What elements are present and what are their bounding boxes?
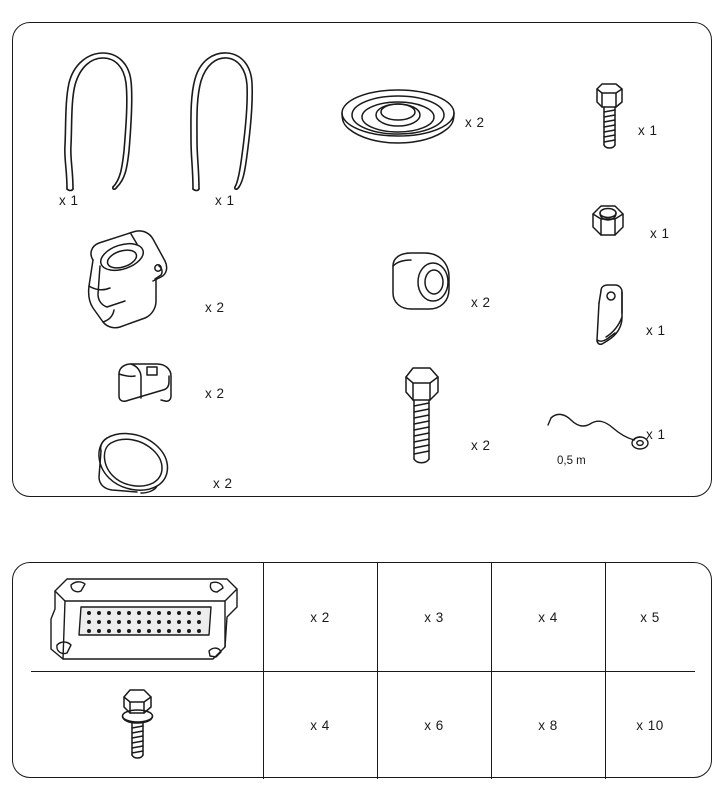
table-cell: x 2	[310, 609, 330, 625]
gasket-loop-icon	[85, 428, 185, 498]
qty-label: x 2	[465, 115, 485, 130]
table-cell: x 6	[424, 717, 444, 733]
wire-length-note: 0,5 m	[557, 455, 586, 467]
flange-bolt-icon	[113, 687, 163, 765]
qty-label: x 2	[205, 386, 225, 401]
qty-label: x 1	[650, 226, 670, 241]
table-cell: x 3	[424, 609, 444, 625]
qty-label: x 1	[646, 323, 666, 338]
qty-label: x 2	[471, 295, 491, 310]
clamp-body-icon	[73, 228, 188, 338]
hex-nut-icon	[585, 201, 631, 245]
qty-label: x 1	[215, 193, 235, 208]
table-cell: x 5	[640, 609, 660, 625]
bonding-wire-icon	[543, 398, 653, 453]
anchor-plate-icon	[41, 573, 246, 668]
table-cell: x 4	[538, 609, 558, 625]
quantity-table-panel	[12, 562, 712, 778]
bent-tab-icon	[591, 283, 633, 349]
qty-label: x 2	[213, 476, 233, 491]
qty-label: x 2	[205, 300, 225, 315]
qty-label: x 1	[59, 193, 79, 208]
long-hex-bolt-icon	[398, 363, 448, 473]
parts-panel	[12, 22, 712, 497]
taper-sleeve-icon	[381, 249, 461, 319]
table-cell: x 8	[538, 717, 558, 733]
saddle-block-icon	[111, 356, 181, 406]
flange-ring-icon	[338, 81, 458, 166]
table-cell: x 10	[636, 717, 664, 733]
hex-bolt-icon	[588, 79, 632, 159]
table-cell: x 4	[310, 717, 330, 733]
qty-label: x 2	[471, 438, 491, 453]
u-bracket-icon	[51, 41, 141, 191]
qty-label: x 1	[646, 427, 666, 442]
u-bracket-icon	[173, 41, 263, 191]
qty-label: x 1	[638, 123, 658, 138]
